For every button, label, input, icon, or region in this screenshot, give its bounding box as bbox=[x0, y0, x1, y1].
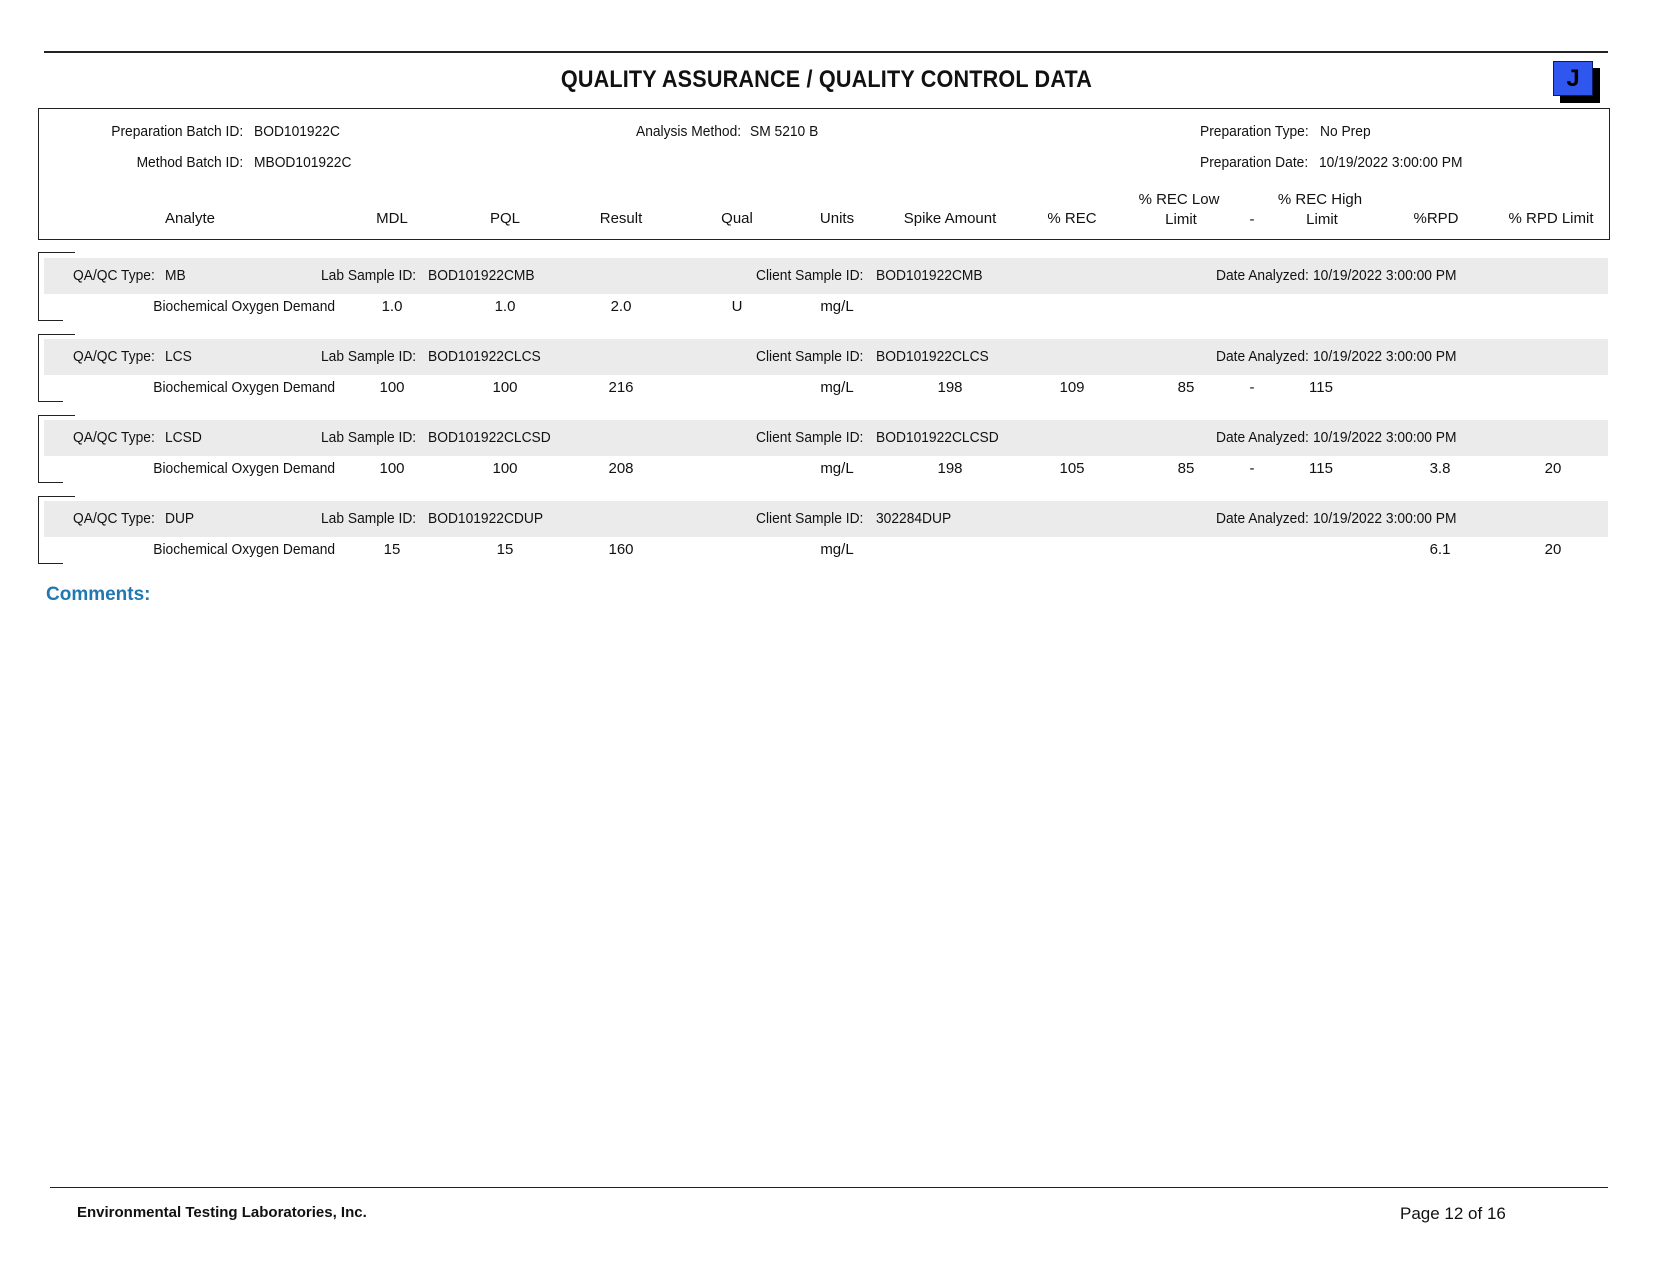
col-spike-amount: Spike Amount bbox=[903, 210, 997, 227]
row-rpd-limit: 20 bbox=[1544, 460, 1562, 477]
date-analyzed-label: Date Analyzed: bbox=[1216, 348, 1309, 365]
lab-sample-id-label: Lab Sample ID: bbox=[321, 348, 417, 365]
date-analyzed-value: 10/19/2022 3:00:00 PM bbox=[1313, 348, 1457, 365]
row-pql: 100 bbox=[492, 379, 518, 396]
group-bracket bbox=[38, 252, 39, 320]
qaqc-type-value: LCS bbox=[165, 348, 192, 365]
row-pql: 15 bbox=[496, 541, 514, 558]
row-units: mg/L bbox=[820, 541, 854, 558]
row-analyte: Biochemical Oxygen Demand bbox=[153, 460, 336, 477]
col-analyte: Analyte bbox=[164, 210, 216, 227]
lab-sample-id-value: BOD101922CLCSD bbox=[428, 429, 551, 446]
prep-type-label: Preparation Type: bbox=[1200, 123, 1309, 140]
row-mdl: 15 bbox=[383, 541, 401, 558]
col-rec-high-limit: Limit bbox=[1306, 211, 1338, 228]
row-dash: - bbox=[1249, 460, 1255, 477]
qaqc-type-value: MB bbox=[165, 267, 186, 284]
date-analyzed-label: Date Analyzed: bbox=[1216, 267, 1309, 284]
method-batch-value: MBOD101922C bbox=[254, 154, 352, 171]
row-analyte: Biochemical Oxygen Demand bbox=[153, 379, 336, 396]
group-bracket-bottom bbox=[38, 563, 63, 564]
row-rec-low: 85 bbox=[1177, 379, 1195, 396]
qaqc-type-label: QA/QC Type: bbox=[73, 348, 155, 365]
col-rec-low: % REC Low bbox=[1138, 191, 1220, 208]
row-dash: - bbox=[1249, 379, 1255, 396]
group-bracket bbox=[38, 415, 39, 482]
row-analyte: Biochemical Oxygen Demand bbox=[153, 541, 336, 558]
method-batch-label: Method Batch ID: bbox=[136, 154, 244, 171]
row-mdl: 100 bbox=[379, 460, 405, 477]
qaqc-type-label: QA/QC Type: bbox=[73, 267, 155, 284]
lab-sample-id-value: BOD101922CMB bbox=[428, 267, 535, 284]
col-qual: Qual bbox=[721, 210, 753, 227]
qaqc-type-label: QA/QC Type: bbox=[73, 429, 155, 446]
row-qual: U bbox=[731, 298, 743, 315]
lab-sample-id-value: BOD101922CDUP bbox=[428, 510, 544, 527]
col-units: Units bbox=[819, 210, 855, 227]
row-rec-low: 85 bbox=[1177, 460, 1195, 477]
row-rpd: 3.8 bbox=[1429, 460, 1451, 477]
col-result: Result bbox=[599, 210, 643, 227]
row-result: 2.0 bbox=[610, 298, 632, 315]
analysis-method-label: Analysis Method: bbox=[636, 123, 742, 140]
client-sample-id-value: 302284DUP bbox=[876, 510, 952, 527]
group-bracket bbox=[38, 334, 39, 401]
client-sample-id-value: BOD101922CMB bbox=[876, 267, 983, 284]
prep-batch-label: Preparation Batch ID: bbox=[111, 123, 244, 140]
row-spike: 198 bbox=[937, 460, 963, 477]
row-result: 160 bbox=[608, 541, 634, 558]
date-analyzed-value: 10/19/2022 3:00:00 PM bbox=[1313, 429, 1457, 446]
footer-rule bbox=[50, 1187, 1608, 1188]
row-analyte: Biochemical Oxygen Demand bbox=[153, 298, 336, 315]
col-pql: PQL bbox=[489, 210, 520, 227]
qaqc-type-value: LCSD bbox=[165, 429, 202, 446]
prep-date-value: 10/19/2022 3:00:00 PM bbox=[1319, 154, 1463, 171]
client-sample-id-label: Client Sample ID: bbox=[756, 510, 864, 527]
row-pql: 100 bbox=[492, 460, 518, 477]
prep-type-value: No Prep bbox=[1320, 123, 1371, 140]
qaqc-type-value: DUP bbox=[165, 510, 195, 527]
group-bracket-bottom bbox=[38, 320, 63, 321]
row-mdl: 1.0 bbox=[381, 298, 403, 315]
group-bracket-top bbox=[38, 415, 75, 416]
page-title: QUALITY ASSURANCE / QUALITY CONTROL DATA bbox=[560, 66, 1093, 93]
analysis-method-value: SM 5210 B bbox=[750, 123, 819, 140]
date-analyzed-label: Date Analyzed: bbox=[1216, 510, 1309, 527]
row-pql: 1.0 bbox=[494, 298, 516, 315]
lab-sample-id-label: Lab Sample ID: bbox=[321, 510, 417, 527]
lab-sample-id-value: BOD101922CLCS bbox=[428, 348, 541, 365]
page-number: Page 12 of 16 bbox=[1400, 1204, 1506, 1223]
date-analyzed-value: 10/19/2022 3:00:00 PM bbox=[1313, 267, 1457, 284]
row-units: mg/L bbox=[820, 298, 854, 315]
client-sample-id-value: BOD101922CLCS bbox=[876, 348, 989, 365]
lab-sample-id-label: Lab Sample ID: bbox=[321, 429, 417, 446]
row-rec-high: 115 bbox=[1309, 379, 1333, 396]
top-rule bbox=[44, 51, 1608, 53]
row-rpd-limit: 20 bbox=[1544, 541, 1562, 558]
col-rec-low-limit: Limit bbox=[1165, 211, 1197, 228]
row-result: 208 bbox=[608, 460, 634, 477]
row-rpd: 6.1 bbox=[1429, 541, 1451, 558]
row-units: mg/L bbox=[820, 379, 854, 396]
prep-date-label: Preparation Date: bbox=[1200, 154, 1309, 171]
group-bracket bbox=[38, 496, 39, 563]
qualifier-badge: J bbox=[1553, 61, 1593, 96]
date-analyzed-value: 10/19/2022 3:00:00 PM bbox=[1313, 510, 1457, 527]
prep-batch-value: BOD101922C bbox=[254, 123, 340, 140]
comments-label: Comments: bbox=[46, 584, 151, 605]
date-analyzed-label: Date Analyzed: bbox=[1216, 429, 1309, 446]
row-rec: 105 bbox=[1059, 460, 1085, 477]
row-mdl: 100 bbox=[379, 379, 405, 396]
col-rec: % REC bbox=[1047, 210, 1097, 227]
col-rpd-limit: % RPD Limit bbox=[1508, 210, 1594, 227]
client-sample-id-label: Client Sample ID: bbox=[756, 348, 864, 365]
client-sample-id-value: BOD101922CLCSD bbox=[876, 429, 999, 446]
row-rec: 109 bbox=[1059, 379, 1085, 396]
lab-sample-id-label: Lab Sample ID: bbox=[321, 267, 417, 284]
group-bracket-top bbox=[38, 252, 75, 253]
col-mdl: MDL bbox=[376, 210, 408, 227]
row-rec-high: 115 bbox=[1309, 460, 1333, 477]
col-dash: - bbox=[1249, 211, 1255, 228]
qaqc-type-label: QA/QC Type: bbox=[73, 510, 155, 527]
col-rec-high: % REC High bbox=[1277, 191, 1363, 208]
row-units: mg/L bbox=[820, 460, 854, 477]
row-spike: 198 bbox=[937, 379, 963, 396]
group-bracket-top bbox=[38, 496, 75, 497]
row-result: 216 bbox=[608, 379, 634, 396]
client-sample-id-label: Client Sample ID: bbox=[756, 429, 864, 446]
client-sample-id-label: Client Sample ID: bbox=[756, 267, 864, 284]
group-bracket-top bbox=[38, 334, 75, 335]
group-bracket-bottom bbox=[38, 482, 63, 483]
group-bracket-bottom bbox=[38, 401, 63, 402]
col-rpd: %RPD bbox=[1413, 210, 1459, 227]
company-name: Environmental Testing Laboratories, Inc. bbox=[77, 1204, 367, 1221]
